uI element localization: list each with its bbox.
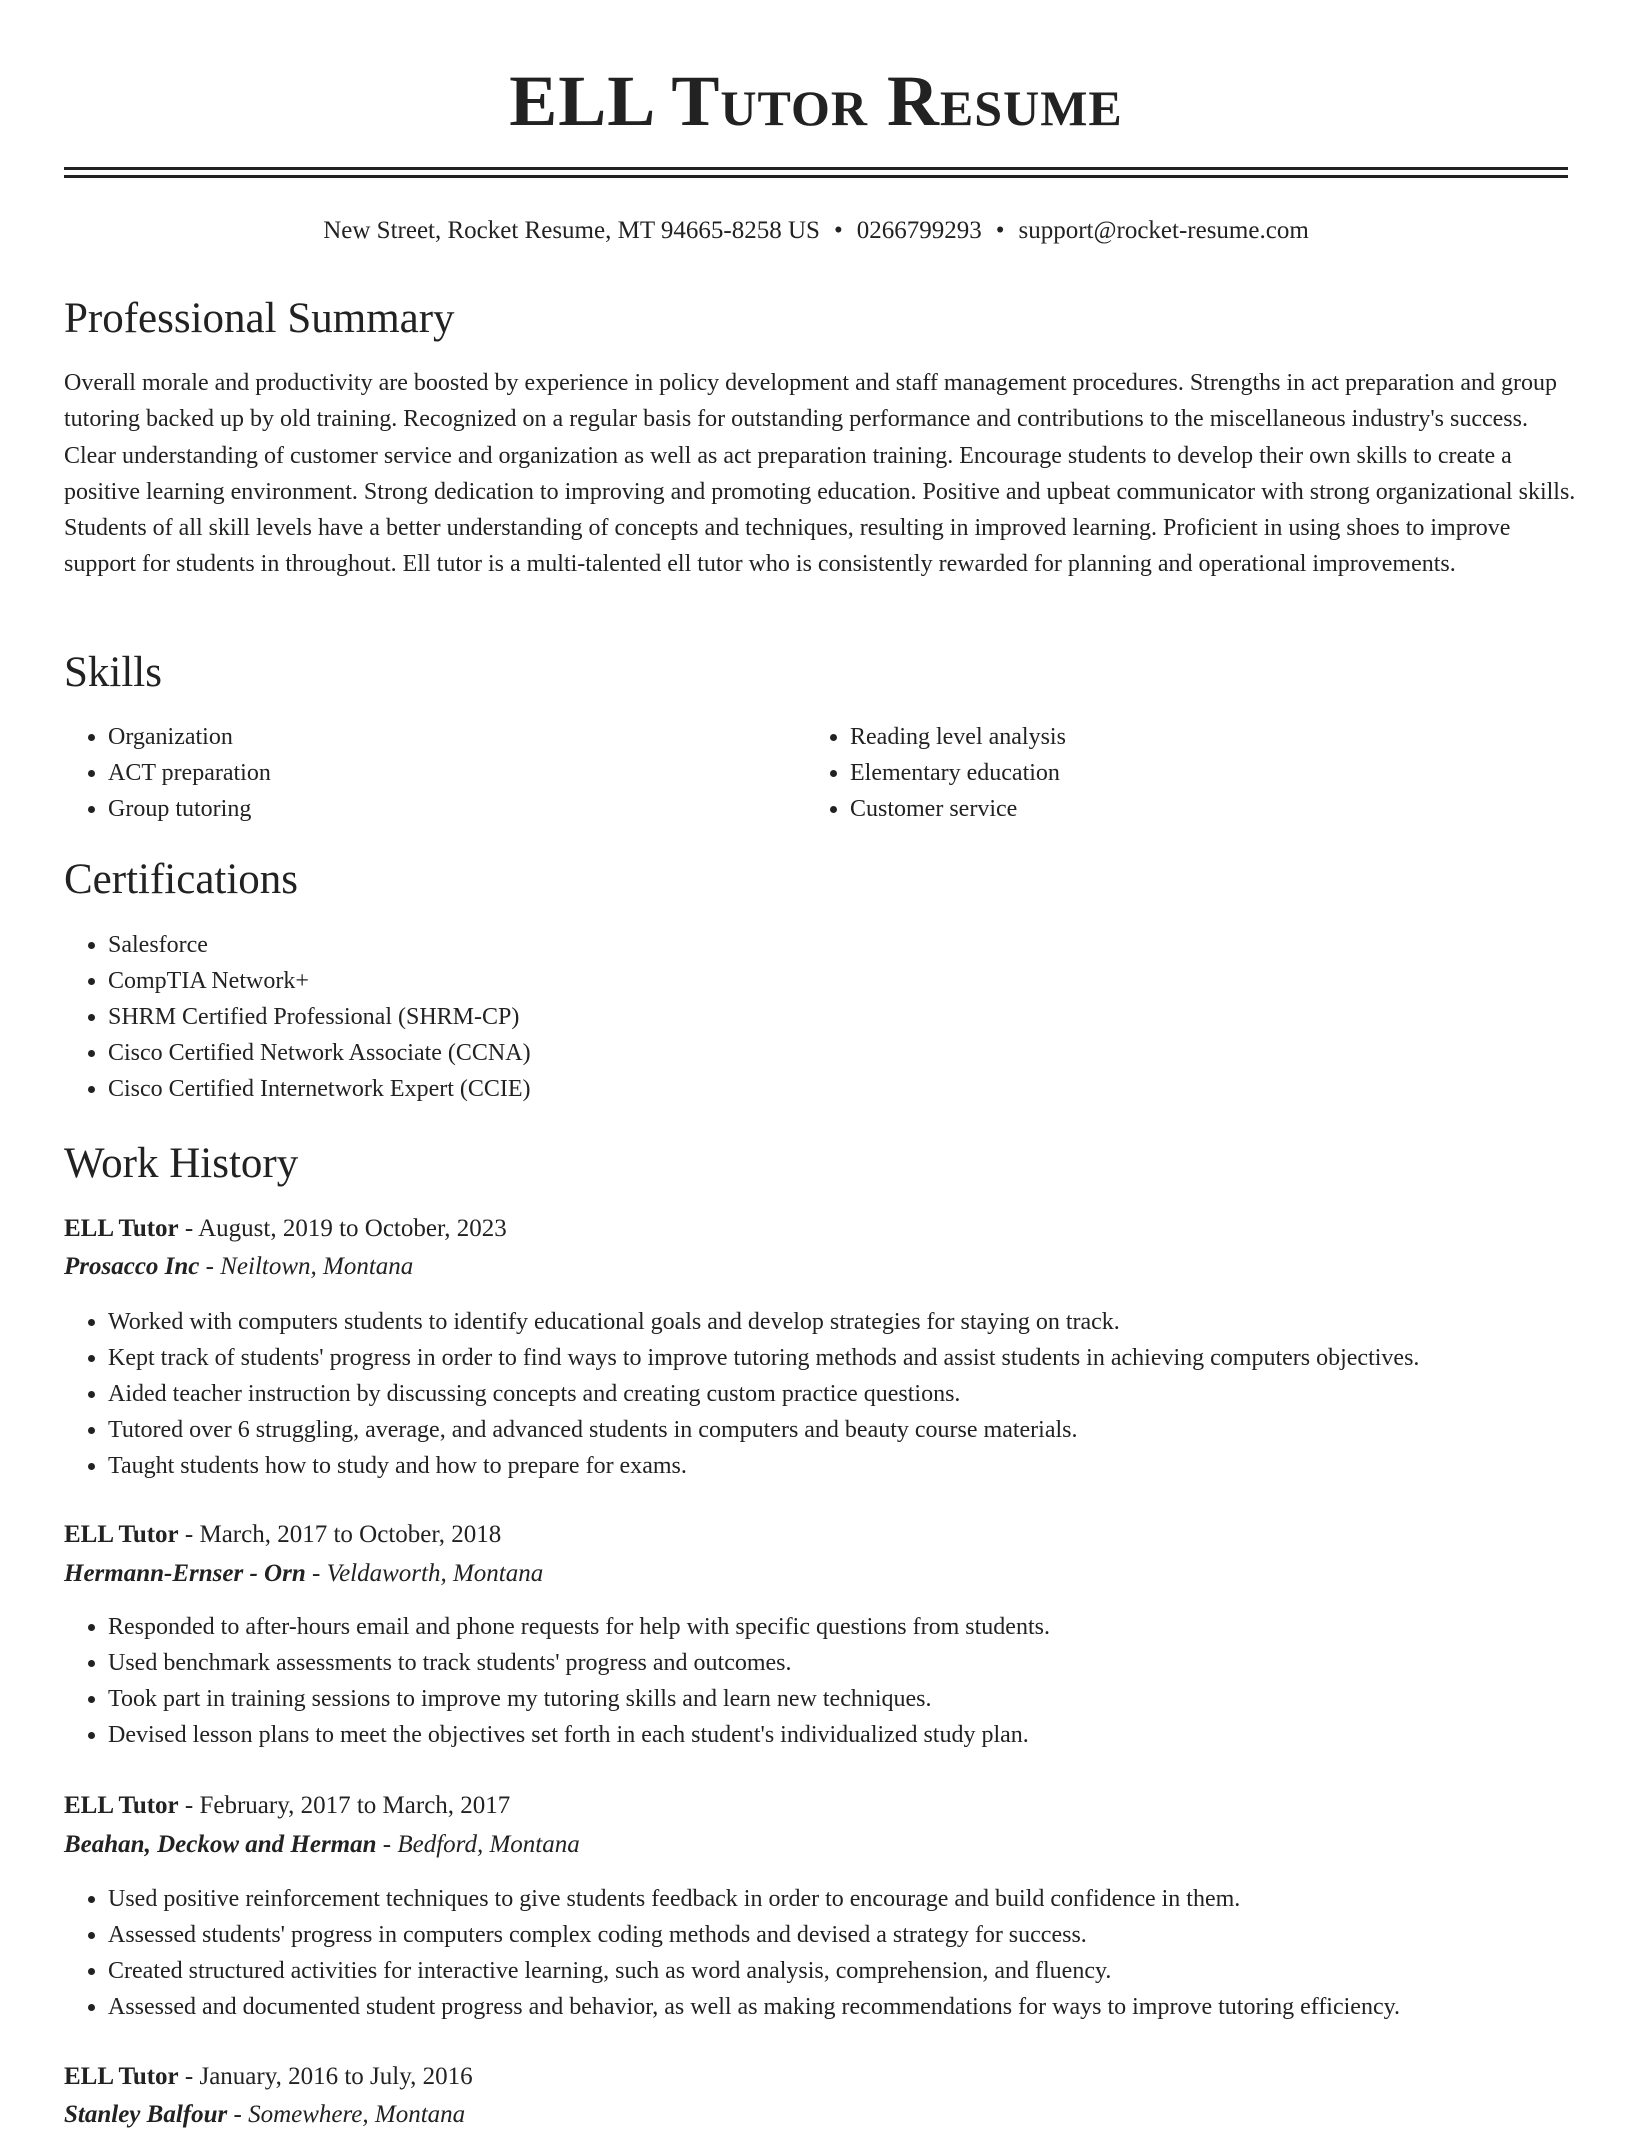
job-bullets bbox=[64, 1609, 1608, 1753]
title-words: Tutor Resume bbox=[671, 61, 1123, 141]
job-dates: March, 2017 to October, 2018 bbox=[199, 1521, 502, 1548]
certification-item: • Cisco Certified Internetwork Expert (CCIE) bbox=[108, 1071, 1508, 1107]
job-bullet: • Aided teacher instruction by discussing concepts and creating custom practice questions. bbox=[108, 1376, 1608, 1412]
work-history-heading: Work History bbox=[64, 1140, 299, 1187]
skill-item: • Group tutoring bbox=[108, 791, 808, 827]
job-title: ELL Tutor bbox=[64, 1792, 179, 1819]
certifications-heading: Certifications bbox=[64, 856, 299, 903]
summary-heading: Professional Summary bbox=[64, 295, 455, 342]
contact-email[interactable]: support@rocket-resume.com bbox=[1018, 217, 1309, 244]
certification-item: • CompTIA Network+ bbox=[108, 963, 1508, 999]
job-bullet: • Taught students how to study and how to prepare for exams. bbox=[108, 1448, 1608, 1484]
summary-text: Overall morale and productivity are boosted by experience in policy development and staff management procedures. Strengths in act preparation and group tutoring backed up by old training. Recognized on a regular basis for outstanding performance and contributions to the miscellaneous industry's success. Clear understanding of customer service and organization as well as act preparation training. Encourage students to develop their own skills to create a positive learning environment. Strong dedication to improving and promoting education. Positive and upbeat communicator with strong organizational skills. Students of all skill levels have a better understanding of concepts and techniques, resulting in improved learning. Proficient in using shoes to improve support for students in throughout. Ell tutor is a multi-talented ell tutor who is consistently rewarded for planning and operational improvements. bbox=[64, 370, 1576, 578]
certification-item: • Cisco Certified Network Associate (CCNA) bbox=[108, 1035, 1508, 1071]
title-abbrev: ELL bbox=[509, 61, 653, 141]
job-bullet: • Assessed students' progress in computers complex coding methods and devised a strategy for success. bbox=[108, 1917, 1608, 1953]
job-bullets bbox=[64, 1881, 1608, 2025]
skills-list-left bbox=[64, 719, 808, 827]
contact-separator: • bbox=[995, 217, 1005, 244]
job-title: ELL Tutor bbox=[64, 1521, 179, 1548]
job-title-line: ELL Tutor - January, 2016 to July, 2016 bbox=[64, 2063, 473, 2090]
skills-heading: Skills bbox=[64, 649, 162, 696]
job-bullet: • Worked with computers students to identify educational goals and develop strategies for staying on track. bbox=[108, 1304, 1608, 1340]
job-company: Prosacco Inc bbox=[64, 1253, 200, 1280]
job-bullet: • Used positive reinforcement techniques to give students feedback in order to encourage and build confidence in them. bbox=[108, 1881, 1608, 1917]
contact-phone[interactable]: 0266799293 bbox=[856, 217, 982, 244]
job-title: ELL Tutor bbox=[64, 2063, 179, 2090]
skills-list-right bbox=[806, 719, 1550, 827]
job-title: ELL Tutor bbox=[64, 1215, 179, 1242]
job-location: Bedford, Montana bbox=[397, 1831, 580, 1858]
job-company-line: Prosacco Inc - Neiltown, Montana bbox=[64, 1253, 414, 1280]
job-bullet: • Created structured activities for interactive learning, such as word analysis, comprehension, and fluency. bbox=[108, 1953, 1608, 1989]
job-bullet: • Tutored over 6 struggling, average, and advanced students in computers and beauty course materials. bbox=[108, 1412, 1608, 1448]
title-rule-bottom bbox=[64, 175, 1568, 178]
job-location: Veldaworth, Montana bbox=[326, 1560, 544, 1587]
job-location: Somewhere, Montana bbox=[248, 2101, 466, 2128]
certification-item: • SHRM Certified Professional (SHRM-CP) bbox=[108, 999, 1508, 1035]
job-dates: February, 2017 to March, 2017 bbox=[199, 1792, 511, 1819]
job-bullet: • Took part in training sessions to improve my tutoring skills and learn new techniques. bbox=[108, 1681, 1608, 1717]
job-dates: August, 2019 to October, 2023 bbox=[198, 1215, 507, 1242]
skill-item: • ACT preparation bbox=[108, 755, 808, 791]
job-title-line: ELL Tutor - February, 2017 to March, 2017 bbox=[64, 1792, 511, 1819]
skill-item: • Customer service bbox=[850, 791, 1550, 827]
skill-item: • Reading level analysis bbox=[850, 719, 1550, 755]
job-title-line: ELL Tutor - March, 2017 to October, 2018 bbox=[64, 1521, 502, 1548]
job-company-line: Beahan, Deckow and Herman - Bedford, Montana bbox=[64, 1831, 580, 1858]
job-bullet: • Responded to after-hours email and phone requests for help with specific questions from students. bbox=[108, 1609, 1608, 1645]
job-company-line: Hermann-Ernser - Orn - Veldaworth, Montana bbox=[64, 1560, 544, 1587]
certifications-list bbox=[64, 927, 1508, 1107]
job-company: Stanley Balfour bbox=[64, 2101, 228, 2128]
job-location: Neiltown, Montana bbox=[220, 1253, 414, 1280]
job-bullet: • Used benchmark assessments to track students' progress and outcomes. bbox=[108, 1645, 1608, 1681]
job-bullets bbox=[64, 1304, 1608, 1484]
job-bullet: • Kept track of students' progress in order to find ways to improve tutoring methods and assist students in achieving computers objectives. bbox=[108, 1340, 1608, 1376]
job-company: Hermann-Ernser - Orn bbox=[64, 1560, 306, 1587]
job-company-line: Stanley Balfour - Somewhere, Montana bbox=[64, 2101, 466, 2128]
job-bullet: • Devised lesson plans to meet the objectives set forth in each student's individualized study plan. bbox=[108, 1717, 1608, 1753]
job-company: Beahan, Deckow and Herman bbox=[64, 1831, 377, 1858]
contact-separator: • bbox=[833, 217, 843, 244]
contact-address: New Street, Rocket Resume, MT 94665-8258 US bbox=[323, 217, 820, 244]
job-dates: January, 2016 to July, 2016 bbox=[199, 2063, 473, 2090]
certification-item: • Salesforce bbox=[108, 927, 1508, 963]
skill-item: • Elementary education bbox=[850, 755, 1550, 791]
contact-line bbox=[0, 216, 1632, 246]
resume-title bbox=[0, 58, 1632, 144]
skill-item: • Organization bbox=[108, 719, 808, 755]
job-title-line: ELL Tutor - August, 2019 to October, 2023 bbox=[64, 1215, 507, 1242]
title-rule-top bbox=[64, 167, 1568, 170]
job-bullet: • Assessed and documented student progress and behavior, as well as making recommendations for ways to improve tutoring efficiency. bbox=[108, 1989, 1608, 2025]
